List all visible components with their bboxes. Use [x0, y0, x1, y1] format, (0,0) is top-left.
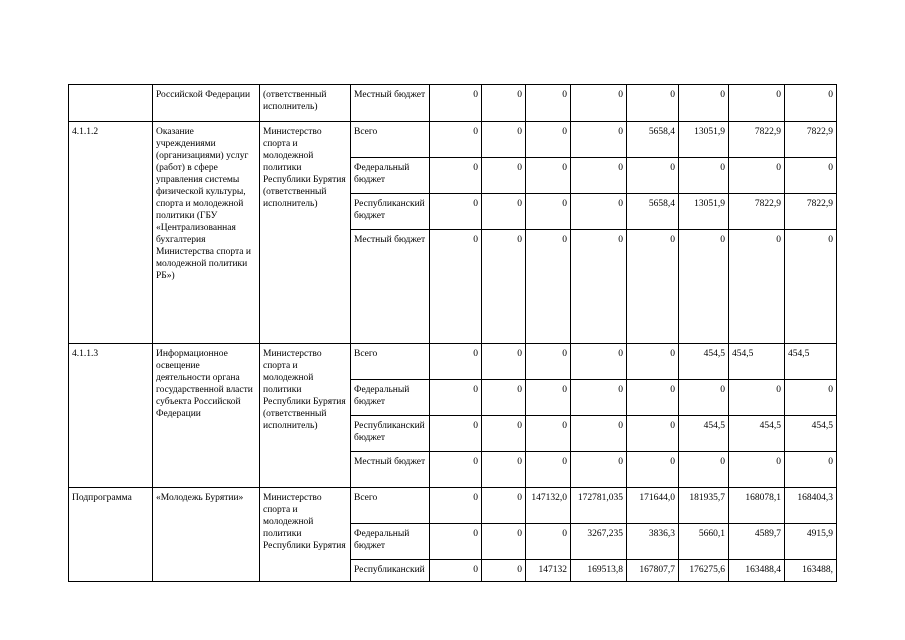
value-cell: 0 [482, 452, 526, 488]
value-cell: 169513,8 [571, 560, 627, 582]
value-cell: 0 [729, 452, 785, 488]
value-cell: 454,5 [785, 344, 837, 380]
value-cell: 0 [627, 416, 679, 452]
value-cell: 0 [430, 380, 482, 416]
value-cell: 4915,9 [785, 524, 837, 560]
value-cell: 0 [679, 158, 729, 194]
value-cell: 0 [785, 452, 837, 488]
executor-cell: Министерство спорта и молодежной политики Республики Бурятия (ответственный исполнитель) [260, 122, 351, 344]
value-cell: 0 [482, 380, 526, 416]
code-cell [69, 85, 153, 122]
value-cell: 0 [571, 85, 627, 122]
value-cell: 0 [571, 416, 627, 452]
value-cell: 0 [785, 85, 837, 122]
value-cell: 0 [430, 560, 482, 582]
value-cell: 454,5 [679, 344, 729, 380]
name-cell: Информационное освещение деятельности органа государственной власти субъекта Российской Федерации [153, 344, 260, 488]
value-cell: 171644,0 [627, 488, 679, 524]
value-cell: 176275,6 [679, 560, 729, 582]
value-cell: 0 [627, 158, 679, 194]
value-cell: 167807,7 [627, 560, 679, 582]
value-cell: 7822,9 [785, 194, 837, 230]
name-cell: Оказание учреждениями (организациями) услуг (работ) в сфере управления системы физической культуры, спорта и молодежной политики (ГБУ «Централизованная бухгалтерия Министерства спорта и молодежной политики РБ») [153, 122, 260, 344]
source-cell: Всего [351, 122, 430, 158]
value-cell: 0 [679, 380, 729, 416]
value-cell: 0 [627, 344, 679, 380]
value-cell: 0 [482, 158, 526, 194]
source-cell: Местный бюджет [351, 452, 430, 488]
value-cell: 0 [482, 194, 526, 230]
value-cell: 0 [526, 194, 571, 230]
value-cell: 13051,9 [679, 122, 729, 158]
table-row [69, 122, 837, 158]
value-cell: 0 [526, 230, 571, 344]
value-cell: 13051,9 [679, 194, 729, 230]
value-cell: 0 [430, 524, 482, 560]
name-cell: Российской Федерации [153, 85, 260, 122]
source-cell: Федеральный бюджет [351, 524, 430, 560]
executor-cell: (ответственный исполнитель) [260, 85, 351, 122]
value-cell: 0 [679, 230, 729, 344]
value-cell: 0 [571, 158, 627, 194]
value-cell: 0 [430, 452, 482, 488]
value-cell: 0 [526, 158, 571, 194]
value-cell: 0 [571, 380, 627, 416]
value-cell: 0 [627, 380, 679, 416]
code-cell: 4.1.1.2 [69, 122, 153, 344]
value-cell: 454,5 [729, 416, 785, 452]
value-cell: 147132,0 [526, 488, 571, 524]
value-cell: 0 [430, 416, 482, 452]
value-cell: 0 [679, 452, 729, 488]
value-cell: 147132 [526, 560, 571, 582]
value-cell: 0 [482, 560, 526, 582]
value-cell: 7822,9 [729, 194, 785, 230]
value-cell: 181935,7 [679, 488, 729, 524]
value-cell: 3267,235 [571, 524, 627, 560]
code-cell: Подпрограмма [69, 488, 153, 582]
value-cell: 0 [482, 122, 526, 158]
value-cell: 0 [729, 380, 785, 416]
value-cell: 0 [571, 122, 627, 158]
value-cell: 0 [729, 158, 785, 194]
source-cell: Местный бюджет [351, 85, 430, 122]
value-cell: 0 [482, 344, 526, 380]
value-cell: 168404,3 [785, 488, 837, 524]
value-cell: 0 [627, 85, 679, 122]
value-cell: 172781,035 [571, 488, 627, 524]
value-cell: 0 [571, 194, 627, 230]
name-cell: «Молодежь Бурятии» [153, 488, 260, 582]
value-cell: 0 [430, 158, 482, 194]
value-cell: 7822,9 [729, 122, 785, 158]
value-cell: 0 [571, 452, 627, 488]
value-cell: 0 [482, 230, 526, 344]
value-cell: 7822,9 [785, 122, 837, 158]
code-cell: 4.1.1.3 [69, 344, 153, 488]
executor-cell: Министерство спорта и молодежной политики Республики Бурятия [260, 488, 351, 582]
value-cell: 0 [430, 85, 482, 122]
value-cell: 0 [627, 452, 679, 488]
budget-table [68, 84, 837, 582]
value-cell: 3836,3 [627, 524, 679, 560]
value-cell: 0 [482, 85, 526, 122]
value-cell: 0 [430, 194, 482, 230]
source-cell: Республиканский бюджет [351, 416, 430, 452]
value-cell: 0 [729, 230, 785, 344]
table-row [69, 488, 837, 524]
value-cell: 0 [526, 122, 571, 158]
source-cell: Всего [351, 344, 430, 380]
value-cell: 0 [679, 85, 729, 122]
value-cell: 0 [482, 524, 526, 560]
source-cell: Местный бюджет [351, 230, 430, 344]
value-cell: 0 [785, 230, 837, 344]
value-cell: 168078,1 [729, 488, 785, 524]
executor-cell: Министерство спорта и молодежной политики Республики Бурятия (ответственный исполнитель) [260, 344, 351, 488]
value-cell: 0 [482, 488, 526, 524]
value-cell: 0 [729, 85, 785, 122]
value-cell: 0 [526, 85, 571, 122]
value-cell: 0 [482, 416, 526, 452]
value-cell: 5658,4 [627, 194, 679, 230]
value-cell: 0 [430, 344, 482, 380]
value-cell: 454,5 [679, 416, 729, 452]
value-cell: 454,5 [785, 416, 837, 452]
value-cell: 0 [627, 230, 679, 344]
source-cell: Федеральный бюджет [351, 380, 430, 416]
value-cell: 0 [785, 158, 837, 194]
value-cell: 0 [430, 230, 482, 344]
source-cell: Федеральный бюджет [351, 158, 430, 194]
table-row [69, 85, 837, 122]
value-cell: 163488,4 [729, 560, 785, 582]
value-cell: 0 [571, 230, 627, 344]
value-cell: 0 [430, 122, 482, 158]
value-cell: 4589,7 [729, 524, 785, 560]
value-cell: 0 [430, 488, 482, 524]
value-cell: 0 [526, 524, 571, 560]
value-cell: 454,5 [729, 344, 785, 380]
value-cell: 0 [571, 344, 627, 380]
value-cell: 0 [526, 452, 571, 488]
value-cell: 5658,4 [627, 122, 679, 158]
source-cell: Республиканский бюджет [351, 194, 430, 230]
source-cell: Всего [351, 488, 430, 524]
value-cell: 0 [526, 416, 571, 452]
value-cell: 5660,1 [679, 524, 729, 560]
value-cell: 0 [785, 380, 837, 416]
value-cell: 163488, [785, 560, 837, 582]
source-cell: Республиканский [351, 560, 430, 582]
table-row [69, 344, 837, 380]
value-cell: 0 [526, 380, 571, 416]
value-cell: 0 [526, 344, 571, 380]
